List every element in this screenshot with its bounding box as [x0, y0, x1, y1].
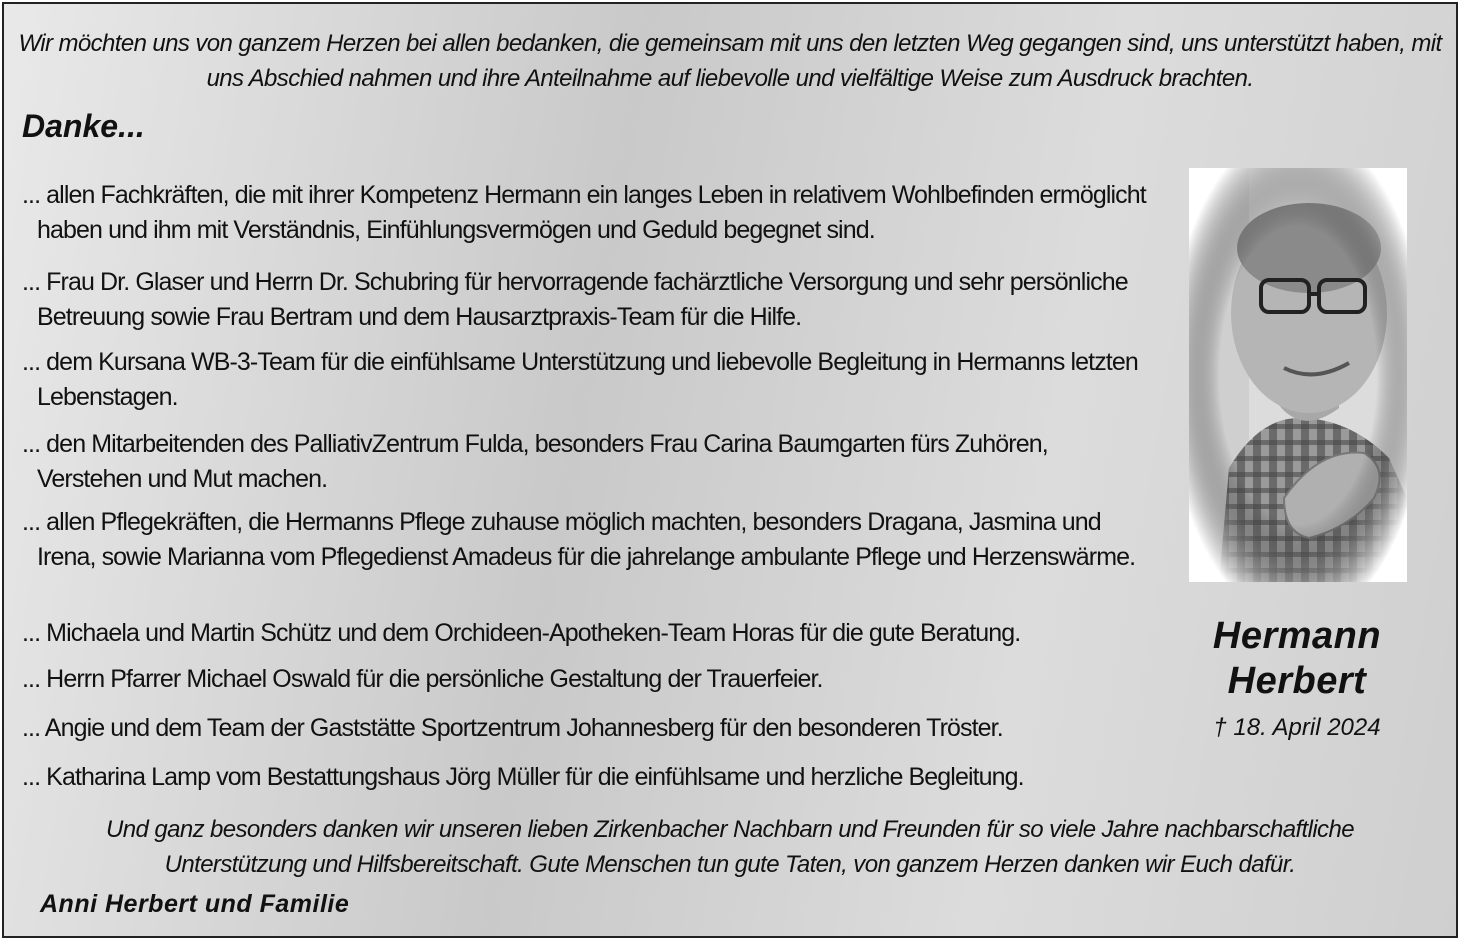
- deceased-name: [1164, 614, 1430, 704]
- thanks-item: ... Frau Dr. Glaser und Herrn Dr. Schubring für hervorragende fachärztliche Versorgung und sehr persönliche Betreuung sowie Frau Bertram und dem Hausarztpraxis-Team für die Hilfe.: [22, 268, 1128, 331]
- intro-text: Wir möchten uns von ganzem Herzen bei allen bedanken, die gemeinsam mit uns den letzten Weg gegangen sind, uns unterstützt haben, mit uns Abschied nahmen und ihre Anteilnahme auf liebevolle und vielfältige Weise zum Ausdruck brachten.: [18, 30, 1442, 92]
- last-name: Herbert: [1227, 660, 1367, 702]
- thanks-item: ... Angie und dem Team der Gaststätte Sportzentrum Johannesberg für den besonderen Tröster.: [22, 714, 1003, 742]
- thanks-item: ... allen Fachkräften, die mit ihrer Kompetenz Hermann ein langes Leben in relativem Wohlbefinden ermöglicht haben und ihm mit Verständnis, Einfühlungsvermögen und Geduld begegnet sind.: [22, 181, 1146, 244]
- signature: Anni Herbert und Familie: [40, 890, 350, 918]
- closing-text: Und ganz besonders danken wir unseren lieben Zirkenbacher Nachbarn und Freunden für so viele Jahre nachbarschaftliche Unterstützung und Hilfsbereitschaft. Gute Menschen tun gute Taten, von ganzem Herzen danken wir Euch dafür.: [106, 816, 1354, 878]
- danke-heading: Danke...: [22, 108, 145, 144]
- thanks-item: ... Katharina Lamp vom Bestattungshaus Jörg Müller für die einfühlsame und herzliche Begleitung.: [22, 763, 1024, 791]
- thanks-item: ... dem Kursana WB-3-Team für die einfühlsame Unterstützung und liebevolle Begleitung in Hermanns letzten Lebenstagen.: [22, 348, 1138, 411]
- thanks-item: ... allen Pflegekräften, die Hermanns Pflege zuhause möglich machten, besonders Dragana, Jasmina und Irena, sowie Marianna vom Pflegedienst Amadeus für die jahrelange ambulante Pflege und Herzenswärme.: [22, 508, 1136, 571]
- date-of-death: † 18. April 2024: [1213, 714, 1381, 741]
- portrait-photo: [1189, 168, 1407, 582]
- portrait-image: [1189, 168, 1407, 582]
- thanks-item: ... den Mitarbeitenden des PalliativZentrum Fulda, besonders Frau Carina Baumgarten fürs Zuhören, Verstehen und Mut machen.: [22, 430, 1048, 493]
- thanks-item: ... Herrn Pfarrer Michael Oswald für die persönliche Gestaltung der Trauerfeier.: [22, 665, 823, 693]
- first-name: Hermann: [1212, 615, 1382, 657]
- thanks-item: ... Michaela und Martin Schütz und dem Orchideen-Apotheken-Team Horas für die gute Beratung.: [22, 619, 1021, 647]
- obituary-card: [2, 2, 1458, 938]
